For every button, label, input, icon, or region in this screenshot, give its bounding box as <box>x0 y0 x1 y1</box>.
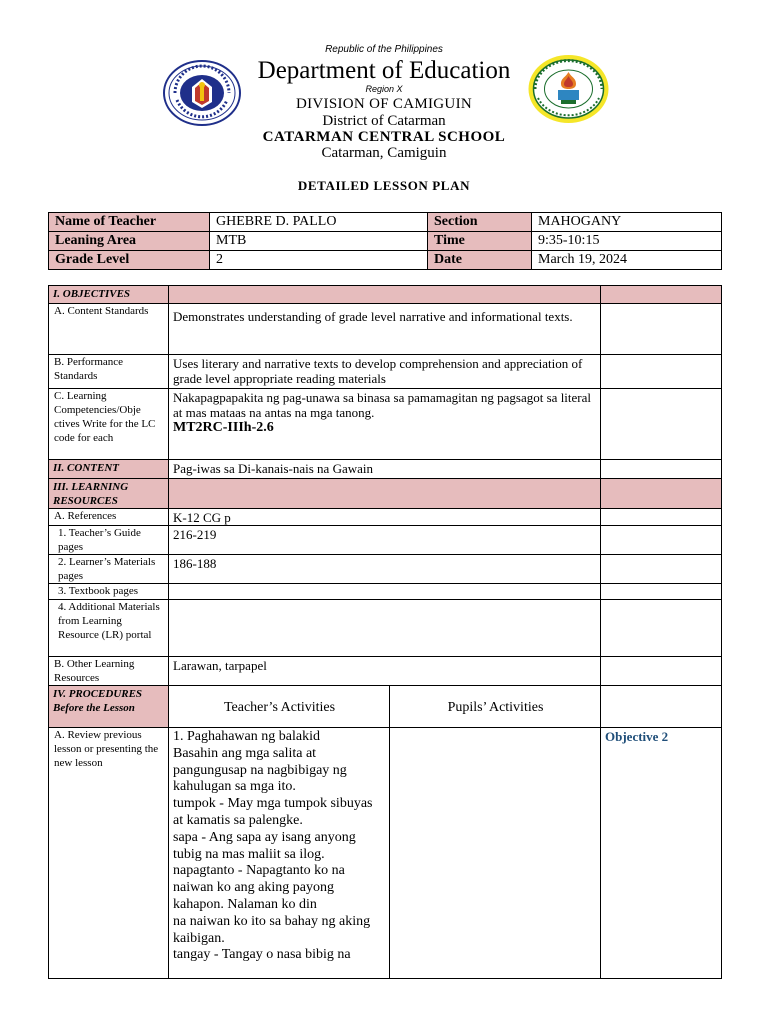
table-row <box>49 304 722 355</box>
empty-cell <box>601 526 722 555</box>
pupils-activities-header: Pupils’ Activities <box>390 686 601 728</box>
procedures-heading: IV. PROCEDURES Before the Lesson <box>49 686 169 728</box>
objective-tag: Objective 2 <box>601 728 722 979</box>
table-row <box>49 555 722 584</box>
table-row <box>49 232 722 251</box>
date-value: March 19, 2024 <box>532 251 722 270</box>
content-text: Pag-iwas sa Di-kanais-nais na Gawain <box>169 460 601 479</box>
learning-competencies-cell <box>169 389 601 460</box>
teachers-guide-pages: 216-219 <box>169 526 601 555</box>
content-standards-text: Demonstrates understanding of grade level narrative and informational texts. <box>169 304 601 355</box>
grade-level-label: Grade Level <box>49 251 210 270</box>
additional-materials-label: 4. Additional Materials from Learning Resource (LR) portal <box>49 600 169 657</box>
table-row <box>49 479 722 509</box>
learning-competencies-text: Nakapagpapakita ng pag-unawa sa binasa sa pamamagitan ng pagsagot sa literal at mas mataas na antas na mga tanong. <box>173 390 592 420</box>
teachers-guide-label: 1. Teacher’s Guide pages <box>49 526 169 555</box>
teacher-activities-header: Teacher’s Activities <box>169 686 390 728</box>
additional-materials <box>169 600 601 657</box>
learning-area-value: MTB <box>210 232 428 251</box>
content-standards-label: A. Content Standards <box>49 304 169 355</box>
section-value: MAHOGANY <box>532 213 722 232</box>
time-value: 9:35-10:15 <box>532 232 722 251</box>
learners-materials-label: 2. Learner’s Materials pages <box>49 555 169 584</box>
other-resources-label: B. Other Learning Resources <box>49 657 169 686</box>
competency-code: MT2RC-IIIh-2.6 <box>173 420 274 435</box>
teacher-label: Name of Teacher <box>49 213 210 232</box>
republic-text: Republic of the Philippines <box>325 44 443 55</box>
references-text: K-12 CG p <box>169 509 601 526</box>
table-row <box>49 584 722 600</box>
table-row <box>49 509 722 526</box>
school-name: CATARMAN CENTRAL SCHOOL <box>262 129 506 145</box>
teacher-value: GHEBRE D. PALLO <box>210 213 428 232</box>
empty-cell <box>601 355 722 389</box>
empty-cell <box>601 460 722 479</box>
references-label: A. References <box>49 509 169 526</box>
table-row <box>49 686 722 728</box>
empty-cell <box>601 509 722 526</box>
table-row <box>49 286 722 304</box>
objectives-fill <box>169 286 601 304</box>
performance-standards-text: Uses literary and narrative texts to develop comprehension and appreciation of grade level appropriate reading materials <box>169 355 601 389</box>
empty-cell <box>601 304 722 355</box>
table-row <box>49 460 722 479</box>
region-text: Region X <box>365 84 403 94</box>
date-label: Date <box>428 251 532 270</box>
empty-cell <box>601 600 722 657</box>
department-title: Department of Education <box>257 57 511 84</box>
district-text: District of Catarman <box>322 113 446 129</box>
other-resources: Larawan, tarpapel <box>169 657 601 686</box>
division-text: DIVISION OF CAMIGUIN <box>296 96 472 112</box>
document-title: DETAILED LESSON PLAN <box>297 178 471 193</box>
table-row <box>49 526 722 555</box>
table-row <box>49 251 722 270</box>
town-text: Catarman, Camiguin <box>321 145 447 161</box>
objectives-heading: I. OBJECTIVES <box>49 286 169 304</box>
learners-materials-pages: 186-188 <box>169 555 601 584</box>
grade-level-value: 2 <box>210 251 428 270</box>
empty-cell <box>601 584 722 600</box>
objectives-fill-right <box>601 286 722 304</box>
empty-cell <box>601 389 722 460</box>
textbook-pages <box>169 584 601 600</box>
performance-standards-label: B. Performance Standards <box>49 355 169 389</box>
empty-cell <box>601 686 722 728</box>
document-header <box>0 0 768 200</box>
lesson-info-table <box>48 212 722 270</box>
table-row <box>49 657 722 686</box>
review-lesson-activities: 1. Paghahawan ng balakid Basahin ang mga salita at pangungusap na nagbibigay ng kahulugan sa mga ito. tumpok - May mga tumpok sibuyas at kamatis sa palengke. sapa - Ang sapa ay isang anyong tubig na mas maliit sa ilog. napagtanto - Napagtanto ko na naiwan ko ang aking payong kahapon. Nalaman ko din na naiwan ko ito sa bahay ng aking kaibigan. tangay - Tangay o nasa bibig na <box>169 728 390 979</box>
table-row <box>49 389 722 460</box>
table-row <box>49 213 722 232</box>
resources-fill-right <box>601 479 722 509</box>
textbook-pages-label: 3. Textbook pages <box>49 584 169 600</box>
empty-cell <box>601 555 722 584</box>
learning-resources-heading: III. LEARNING RESOURCES <box>49 479 169 509</box>
learning-competencies-label: C. Learning Competencies/Obje ctives Write for the LC code for each <box>49 389 169 460</box>
table-row <box>49 355 722 389</box>
lesson-plan-table <box>48 285 722 979</box>
table-row <box>49 600 722 657</box>
review-lesson-label: A. Review previous lesson or presenting the new lesson <box>49 728 169 979</box>
section-label: Section <box>428 213 532 232</box>
empty-cell <box>601 657 722 686</box>
time-label: Time <box>428 232 532 251</box>
table-row <box>49 728 722 979</box>
learning-area-label: Leaning Area <box>49 232 210 251</box>
content-heading: II. CONTENT <box>49 460 169 479</box>
resources-fill <box>169 479 601 509</box>
pupils-activities-cell <box>390 728 601 979</box>
